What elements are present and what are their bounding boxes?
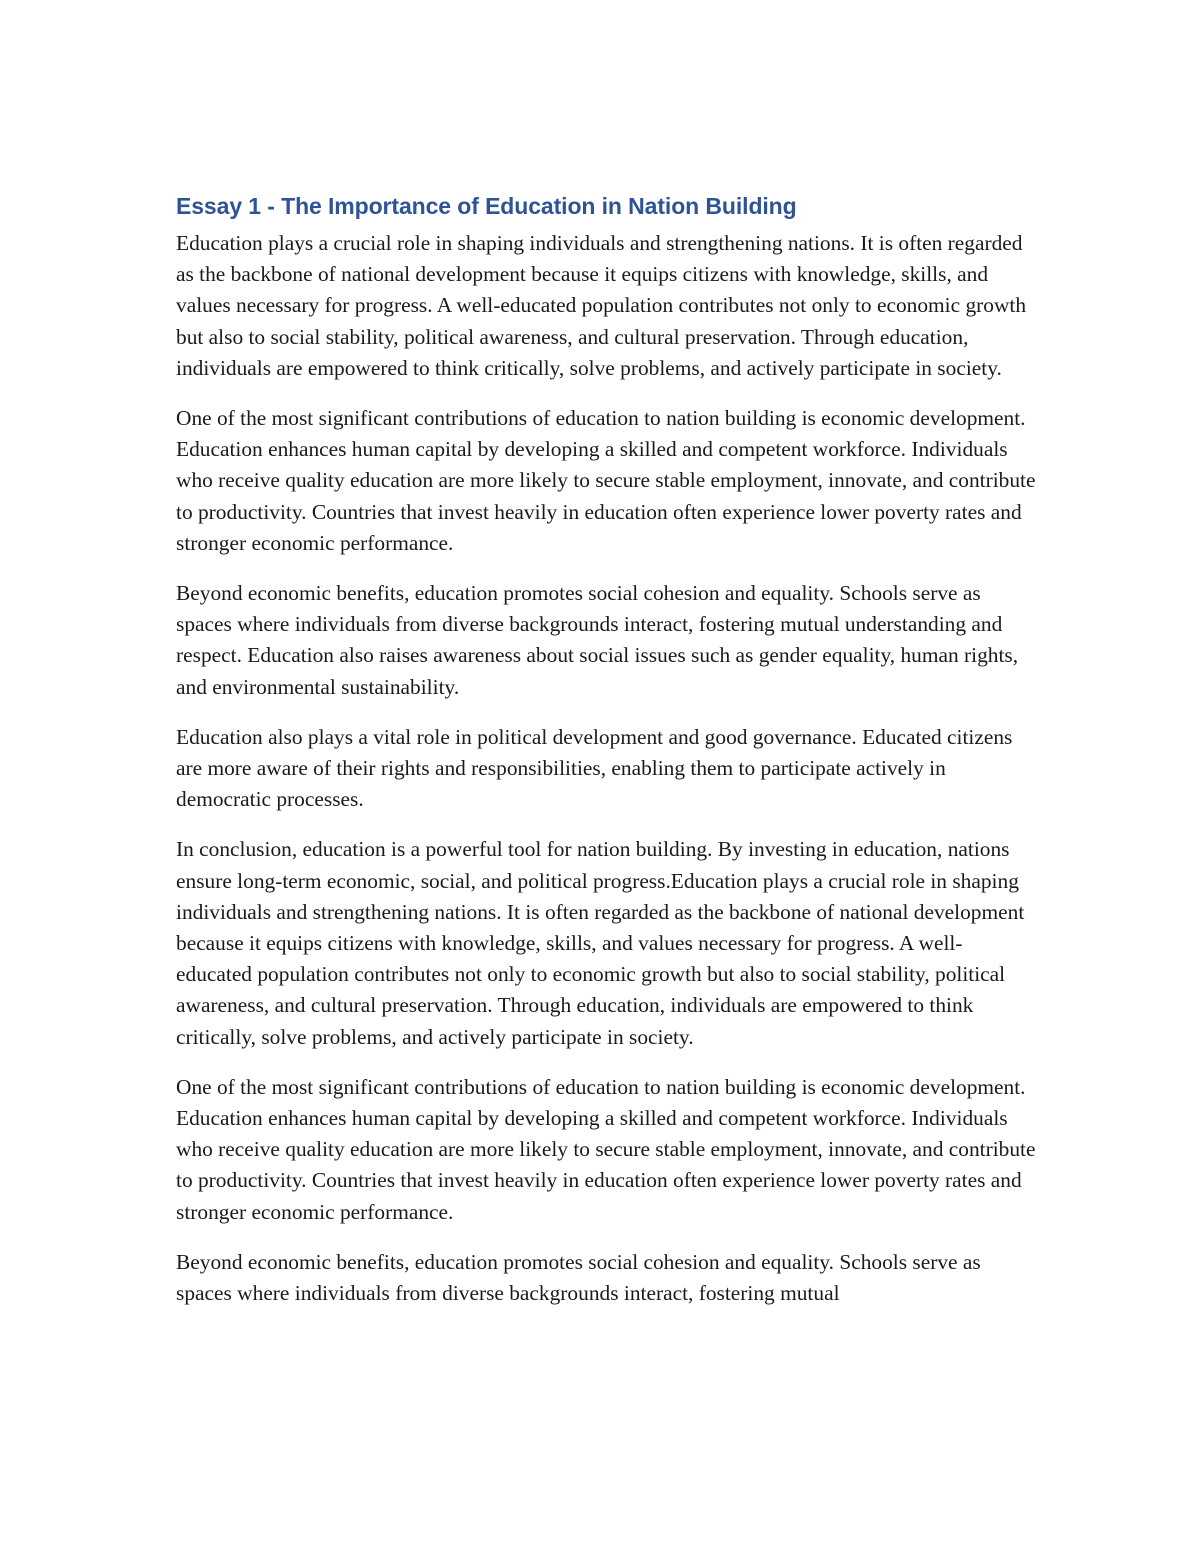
paragraph-intro: Education plays a crucial role in shaping individuals and strengthening nations. It is often regarded as the backbone of national development because it equips citizens with knowledge, skills, and values necessary for progress. A well-educated population contributes not only to economic growth but also to social stability, political awareness, and cultural preservation. Through education, individuals are empowered to think critically, solve problems, and actively participate in society. xyxy=(176,231,1027,380)
paragraph-economic: One of the most significant contributions of education to nation building is economic development. Education enhances human capital by developing a skilled and competent workforce. Individuals who receive quality education are more likely to secure stable employment, innovate, and contribute to productivity. Countries that invest heavily in education often experience lower poverty rates and stronger economic performance. xyxy=(176,406,1036,555)
paragraph-social: Beyond economic benefits, education promotes social cohesion and equality. Schools serve as spaces where individuals from diverse backgrounds interact, fostering mutual understanding and respect. Education also raises awareness about social issues such as gender equality, human rights, and environmental sustainability. xyxy=(176,581,1019,699)
essay-title: Essay 1 - The Importance of Education in Nation Building xyxy=(176,193,797,219)
paragraph-social-repeat: Beyond economic benefits, education promotes social cohesion and equality. Schools serve as spaces where individuals from diverse backgrounds interact, fostering mutual xyxy=(176,1249,981,1306)
document-body xyxy=(176,190,1038,1328)
paragraph-conclusion: In conclusion, education is a powerful tool for nation building. By investing in education, nations ensure long-term economic, social, and political progress.Education plays a crucial role in shaping individuals and strengthening nations. It is often regarded as the backbone of national development because it equips citizens with knowledge, skills, and values necessary for progress. A well-educated population contributes not only to economic growth but also to social stability, political awareness, and cultural preservation. Through education, individuals are empowered to think critically, solve problems, and actively participate in society. xyxy=(176,837,1025,1049)
paragraph-political: Education also plays a vital role in political development and good governance. Educated citizens are more aware of their rights and responsibilities, enabling them to participate actively in democratic processes. xyxy=(176,724,1013,812)
paragraph-economic-repeat: One of the most significant contributions of education to nation building is economic development. Education enhances human capital by developing a skilled and competent workforce. Individuals who receive quality education are more likely to secure stable employment, innovate, and contribute to productivity. Countries that invest heavily in education often experience lower poverty rates and stronger economic performance. xyxy=(176,1074,1036,1224)
